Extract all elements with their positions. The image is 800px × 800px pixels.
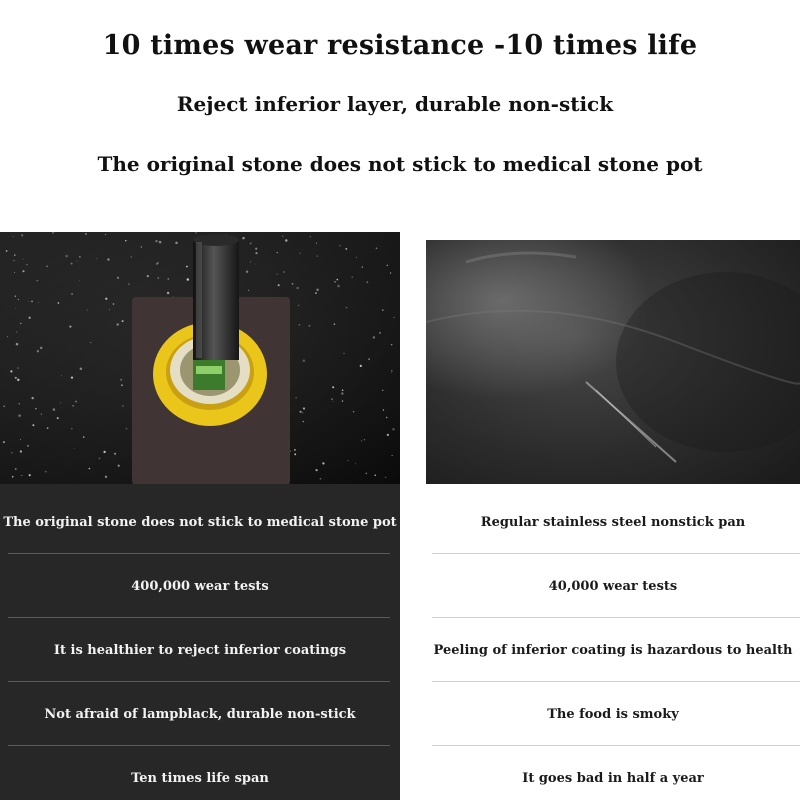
stone-speckle [345,248,347,250]
stone-speckle [387,434,389,436]
stone-speckle [296,287,298,289]
stone-speckle [71,293,73,295]
stone-speckle [277,274,278,275]
stone-speckle [40,347,43,350]
stone-speckle [20,450,22,452]
stone-speckle [292,283,294,285]
stone-speckle [7,336,8,337]
feature-text: The food is smoky [547,706,679,722]
stone-speckle [105,298,107,300]
stone-speckle [60,402,61,403]
stone-speckle [122,405,124,407]
stone-speckle [379,332,381,334]
stone-speckle [282,235,283,236]
stone-speckle [17,367,18,368]
stone-speckle [334,323,336,325]
stone-speckle [32,424,34,426]
stone-speckle [303,359,305,361]
stone-speckle [155,240,157,242]
stone-speckle [29,317,31,319]
stone-speckle [316,289,319,292]
stone-speckle [300,253,301,254]
stone-speckle [80,368,83,371]
stone-speckle [300,411,302,413]
stone-speckle [339,245,340,246]
stone-speckle [99,458,101,460]
stone-speckle [11,452,12,453]
stone-speckle [373,336,375,338]
stone-speckle [15,296,16,297]
stone-speckle [341,392,343,394]
list-item [0,490,400,554]
stone-speckle [390,272,391,273]
stone-speckle [302,412,303,413]
stone-speckle [366,281,368,283]
stone-pan-scrub-test-icon [0,232,400,484]
stone-speckle [117,277,119,279]
list-item [0,554,400,618]
stone-speckle [118,465,120,467]
stone-speckle [41,414,42,415]
stone-speckle [186,266,188,268]
stone-speckle [20,439,21,440]
stone-speckle [57,417,59,419]
stone-speckle [360,365,362,367]
stone-speckle [277,252,278,253]
page-title: 10 times wear resistance -10 times life [102,30,698,61]
stone-speckle [285,239,287,241]
stone-speckle [317,255,319,257]
stone-speckle [90,342,91,343]
list-item [426,490,800,554]
stone-speckle [117,323,119,325]
stone-speckle [131,256,132,257]
header [0,0,800,232]
stone-speckle [114,453,116,455]
stone-speckle [85,233,87,235]
stone-speckle [368,358,370,360]
stone-speckle [3,406,5,408]
stone-speckle [20,323,21,324]
stone-speckle [337,279,339,281]
stone-speckle [294,449,296,451]
stone-speckle [255,248,257,250]
feature-text: Not afraid of lampblack, durable non-stick [44,706,356,722]
stone-speckle [36,280,38,282]
stone-speckle [316,243,317,244]
stone-speckle [65,255,67,257]
stone-speckle [71,376,73,378]
stone-speckle [342,400,343,401]
stone-speckle [296,397,297,398]
stone-speckle [147,275,149,277]
stone-speckle [19,403,20,404]
stone-speckle [6,250,8,252]
stone-speckle [96,258,97,259]
stone-speckle [89,468,91,470]
stone-speckle [248,290,249,291]
stone-speckle [387,265,388,266]
stone-speckle [342,389,344,391]
stone-speckle [391,372,392,373]
stone-speckle [71,263,73,265]
stone-speckle [17,379,19,381]
list-item [426,746,800,800]
stone-speckle [91,342,92,343]
stone-speckle [167,278,169,280]
stone-speckle [38,302,39,303]
stone-speckle [79,256,81,258]
scratched-steel-pan-icon [426,232,800,484]
stone-speckle [31,397,33,399]
stone-speckle [352,276,353,277]
stone-pot-features [0,490,400,800]
stone-speckle [37,350,39,352]
stone-speckle [120,379,122,381]
stone-speckle [392,455,393,456]
feature-text: Ten times life span [131,770,269,786]
stone-speckle [382,390,383,391]
stone-speckle [366,473,367,474]
stone-speckle [303,407,305,409]
stone-speckle [294,453,296,455]
stone-speckle [18,415,20,417]
stone-speckle [113,303,115,305]
feature-text: It goes bad in half a year [522,770,704,786]
stone-speckle [246,270,248,272]
stone-speckle [14,254,15,255]
stone-speckle [299,324,301,326]
stone-speckle [303,421,305,423]
stone-speckle [31,301,33,303]
stone-speckle [346,307,348,309]
stone-speckle [83,436,85,438]
stone-speckle [362,266,363,267]
stone-speckle [21,475,22,476]
stone-speckle [343,353,344,354]
feature-text: It is healthier to reject inferior coatings [53,642,347,658]
stone-speckle [47,427,49,429]
stone-speckle [391,344,393,346]
stone-speckle [15,377,17,379]
stone-speckle [394,317,395,318]
stone-speckle [310,236,311,237]
feature-text: Regular stainless steel nonstick pan [480,514,746,530]
page-subtitle: Reject inferior layer, durable non-stick [176,92,614,116]
stone-speckle [320,478,322,480]
stone-speckle [278,284,280,286]
feature-text: Peeling of inferior coating is hazardous to health [433,642,793,658]
stone-speckle [159,241,162,244]
stone-pot-panel [0,232,400,800]
stone-speckle [141,246,143,248]
stone-speckle [250,261,251,262]
stone-speckle [13,260,15,262]
stone-speckle [353,411,354,412]
scratched-steel-pan-image [426,232,800,484]
stone-speckle [15,468,17,470]
stone-speckle [334,281,336,283]
stone-speckle [87,310,88,311]
stone-speckle [122,320,124,322]
stone-speckle [382,309,384,311]
stone-speckle [308,325,310,327]
list-item [0,746,400,800]
stone-speckle [298,305,299,306]
stone-speckle [3,441,5,443]
stone-speckle [322,462,324,464]
stone-speckle [15,308,16,309]
feature-text: 400,000 wear tests [131,578,269,594]
stone-speckle [71,428,72,429]
stone-speckle [58,302,60,304]
stone-speckle [16,331,17,332]
stone-speckle [10,370,12,372]
stone-speckle [13,236,14,237]
feature-text: 40,000 wear tests [548,578,678,594]
stone-speckle [46,265,48,267]
stone-speckle [290,451,291,452]
list-item [426,554,800,618]
stone-speckle [16,343,19,346]
stone-speckle [28,301,29,302]
stone-speckle [22,270,24,272]
stone-speckle [337,285,340,288]
stone-speckle [121,384,123,386]
steel-pan-features [426,490,800,800]
stone-speckle [23,259,24,260]
stone-speckle [315,469,317,471]
list-item [0,618,400,682]
list-item [0,682,400,746]
stone-speckle [79,280,80,281]
stone-speckle [255,252,257,254]
stone-speckle [361,440,362,441]
stone-speckle [125,240,126,241]
stone-speckle [391,370,393,372]
stone-speckle [333,401,334,402]
stone-speckle [77,261,78,262]
stone-speckle [175,242,178,245]
stone-speckle [27,445,29,447]
stone-speckle [347,460,348,461]
stone-speckle [107,258,109,260]
stone-speckle [29,474,31,476]
stone-speckle [74,448,75,449]
stone-speckle [69,325,71,327]
stone-speckle [21,234,23,236]
stone-speckle [18,299,19,300]
stone-speckle [53,408,56,411]
stone-speckle [75,401,77,403]
stone-speckle [376,248,378,250]
feature-text: The original stone does not stick to medical stone pot [3,514,397,530]
stone-speckle [14,272,15,273]
stone-pan-scrub-test-image [0,232,400,484]
stone-speckle [156,263,158,265]
stone-speckle [364,439,365,440]
stone-speckle [105,234,106,235]
stone-speckle [12,476,14,478]
stone-speckle [250,242,252,244]
stone-speckle [385,477,386,478]
stone-speckle [195,232,197,233]
stone-speckle [35,408,36,409]
stone-speckle [105,476,107,478]
stone-speckle [283,271,284,272]
stone-speckle [26,264,27,265]
stone-speckle [157,277,159,279]
steel-pan-panel [426,232,800,800]
stone-speckle [167,292,169,294]
page-tagline: The original stone does not stick to medical stone pot [97,152,703,176]
stone-speckle [45,471,47,473]
stone-speckle [356,257,357,258]
stone-speckle [392,428,394,430]
stone-speckle [386,417,387,418]
stone-speckle [126,428,128,430]
stone-speckle [187,278,190,281]
list-item [426,618,800,682]
stone-speckle [331,398,333,400]
stone-speckle [109,309,110,310]
stone-speckle [128,283,130,285]
stone-speckle [332,386,334,388]
stone-speckle [254,264,255,265]
stone-speckle [315,292,317,294]
stone-speckle [242,237,245,240]
list-item [426,682,800,746]
stone-speckle [61,375,62,376]
stone-speckle [72,405,73,406]
stone-speckle [374,475,376,477]
stone-speckle [383,409,385,411]
stone-speckle [103,451,105,453]
stone-speckle [355,463,356,464]
